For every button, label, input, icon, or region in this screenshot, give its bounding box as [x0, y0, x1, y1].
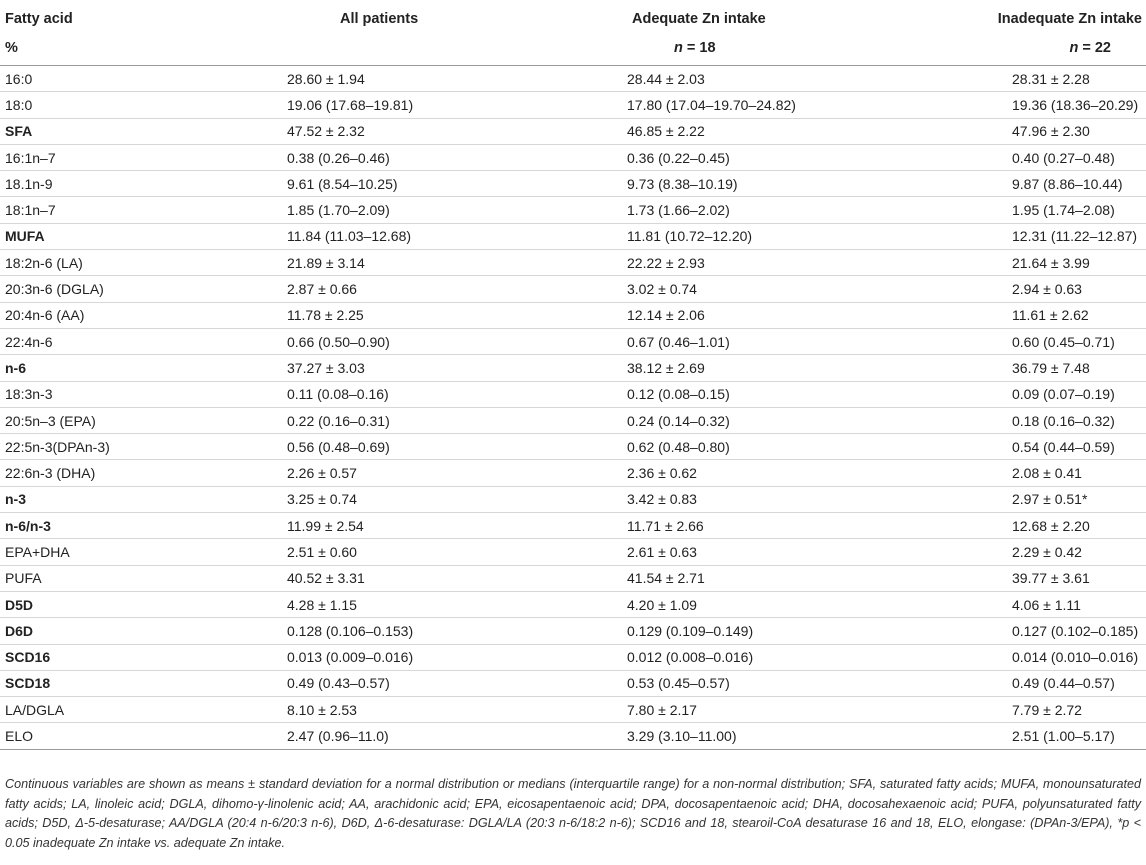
cell-inadequate-zn: 28.31 ± 2.28	[830, 66, 1146, 92]
cell-inadequate-zn: 12.31 (11.22–12.87)	[830, 223, 1146, 249]
row-label: 22:5n-3(DPAn-3)	[0, 434, 240, 460]
cell-adequate-zn: 0.24 (0.14–0.32)	[460, 407, 830, 433]
row-label: n-6	[0, 355, 240, 381]
cell-adequate-zn: 22.22 ± 2.93	[460, 250, 830, 276]
cell-all-patients: 3.25 ± 0.74	[240, 486, 460, 512]
cell-inadequate-zn: 12.68 ± 2.20	[830, 513, 1146, 539]
table-row	[0, 328, 1146, 354]
cell-inadequate-zn: 0.127 (0.102–0.185)	[830, 618, 1146, 644]
cell-all-patients: 21.89 ± 3.14	[240, 250, 460, 276]
table-footnote: Continuous variables are shown as means ± standard deviation for a normal distribution or medians (interquartile range) for a non-normal distribution; SFA, saturated fatty acids; MUFA, monounsaturated fatty acids; LA, linoleic acid; DGLA, dihomo-γ-linolenic acid; AA, arachidonic acid; EPA, eicosapentaenoic acid; DPA, docosapentaenoic acid; DHA, docosahexaenoic acid; PUFA, polyunsaturated fatty acids; D5D, Δ-5-desaturase; AA/DGLA (20:4 n-6/20:3 n-6), D6D, Δ-6-desaturase: DGLA/LA (20:3 n-6/18:2 n-6); SCD16 and 18, stearoil-CoA desaturase 16 and 18, ELO, elongase: (DPAn-3/EPA), *p < 0.05 inadequate Zn intake vs. adequate Zn intake.	[5, 777, 1141, 850]
table-row	[0, 407, 1146, 433]
cell-inadequate-zn: 7.79 ± 2.72	[830, 697, 1146, 723]
cell-all-patients: 0.38 (0.26–0.46)	[240, 144, 460, 170]
cell-all-patients: 8.10 ± 2.53	[240, 697, 460, 723]
cell-inadequate-zn: 47.96 ± 2.30	[830, 118, 1146, 144]
table-row	[0, 381, 1146, 407]
cell-inadequate-zn: 2.94 ± 0.63	[830, 276, 1146, 302]
cell-adequate-zn: 0.36 (0.22–0.45)	[460, 144, 830, 170]
header-fatty-acid: Fatty acid	[5, 10, 73, 27]
header-percent: %	[0, 33, 240, 66]
cell-adequate-zn: 9.73 (8.38–10.19)	[460, 171, 830, 197]
row-label: 20:4n-6 (AA)	[0, 302, 240, 328]
cell-adequate-zn: 0.12 (0.08–0.15)	[460, 381, 830, 407]
cell-inadequate-zn: 19.36 (18.36–20.29)	[830, 92, 1146, 118]
cell-all-patients: 37.27 ± 3.03	[240, 355, 460, 381]
table-row	[0, 118, 1146, 144]
table-row	[0, 513, 1146, 539]
row-label: SFA	[0, 118, 240, 144]
cell-inadequate-zn: 0.60 (0.45–0.71)	[830, 328, 1146, 354]
table-row	[0, 355, 1146, 381]
cell-all-patients: 0.11 (0.08–0.16)	[240, 381, 460, 407]
cell-inadequate-zn: 0.18 (0.16–0.32)	[830, 407, 1146, 433]
row-label: 18:1n–7	[0, 197, 240, 223]
cell-inadequate-zn: 0.40 (0.27–0.48)	[830, 144, 1146, 170]
table-row	[0, 697, 1146, 723]
cell-inadequate-zn: 39.77 ± 3.61	[830, 565, 1146, 591]
header-row-1	[0, 0, 1146, 33]
cell-adequate-zn: 46.85 ± 2.22	[460, 118, 830, 144]
cell-adequate-zn: 11.81 (10.72–12.20)	[460, 223, 830, 249]
table-row	[0, 670, 1146, 696]
cell-all-patients: 28.60 ± 1.94	[240, 66, 460, 92]
cell-inadequate-zn: 0.54 (0.44–0.59)	[830, 434, 1146, 460]
cell-adequate-zn: 38.12 ± 2.69	[460, 355, 830, 381]
cell-all-patients: 11.84 (11.03–12.68)	[240, 223, 460, 249]
table-row	[0, 486, 1146, 512]
cell-inadequate-zn: 0.49 (0.44–0.57)	[830, 670, 1146, 696]
cell-adequate-zn: 41.54 ± 2.71	[460, 565, 830, 591]
cell-all-patients: 0.22 (0.16–0.31)	[240, 407, 460, 433]
cell-inadequate-zn: 11.61 ± 2.62	[830, 302, 1146, 328]
cell-all-patients: 40.52 ± 3.31	[240, 565, 460, 591]
cell-adequate-zn: 2.61 ± 0.63	[460, 539, 830, 565]
cell-all-patients: 2.87 ± 0.66	[240, 276, 460, 302]
row-label: SCD16	[0, 644, 240, 670]
cell-inadequate-zn: 9.87 (8.86–10.44)	[830, 171, 1146, 197]
row-label: ELO	[0, 723, 240, 749]
cell-adequate-zn: 4.20 ± 1.09	[460, 591, 830, 617]
cell-all-patients: 47.52 ± 2.32	[240, 118, 460, 144]
table-body	[0, 66, 1146, 750]
cell-adequate-zn: 28.44 ± 2.03	[460, 66, 830, 92]
table-row	[0, 302, 1146, 328]
row-label: D5D	[0, 591, 240, 617]
row-label: PUFA	[0, 565, 240, 591]
row-label: EPA+DHA	[0, 539, 240, 565]
table-row	[0, 539, 1146, 565]
table-row	[0, 644, 1146, 670]
cell-adequate-zn: 12.14 ± 2.06	[460, 302, 830, 328]
cell-adequate-zn: 1.73 (1.66–2.02)	[460, 197, 830, 223]
row-label: 18:3n-3	[0, 381, 240, 407]
header-all-patients: All patients	[340, 10, 419, 27]
header-empty	[240, 33, 460, 66]
row-label: SCD18	[0, 670, 240, 696]
cell-inadequate-zn: 0.014 (0.010–0.016)	[830, 644, 1146, 670]
row-label: 22:6n-3 (DHA)	[0, 460, 240, 486]
cell-all-patients: 4.28 ± 1.15	[240, 591, 460, 617]
cell-inadequate-zn: 21.64 ± 3.99	[830, 250, 1146, 276]
table-row	[0, 618, 1146, 644]
row-label: MUFA	[0, 223, 240, 249]
cell-all-patients: 0.128 (0.106–0.153)	[240, 618, 460, 644]
cell-adequate-zn: 3.29 (3.10–11.00)	[460, 723, 830, 749]
cell-adequate-zn: 7.80 ± 2.17	[460, 697, 830, 723]
row-label: 18:0	[0, 92, 240, 118]
row-label: 16:1n–7	[0, 144, 240, 170]
cell-adequate-zn: 11.71 ± 2.66	[460, 513, 830, 539]
cell-inadequate-zn: 2.08 ± 0.41	[830, 460, 1146, 486]
row-label: D6D	[0, 618, 240, 644]
cell-adequate-zn: 0.012 (0.008–0.016)	[460, 644, 830, 670]
table-header	[0, 0, 1146, 66]
table-row	[0, 197, 1146, 223]
cell-all-patients: 0.49 (0.43–0.57)	[240, 670, 460, 696]
row-label: 18:2n-6 (LA)	[0, 250, 240, 276]
row-label: 18.1n-9	[0, 171, 240, 197]
row-label: 22:4n-6	[0, 328, 240, 354]
cell-inadequate-zn: 4.06 ± 1.11	[830, 591, 1146, 617]
table-row	[0, 460, 1146, 486]
n-value: = 22	[1078, 39, 1111, 56]
cell-adequate-zn: 0.67 (0.46–1.01)	[460, 328, 830, 354]
cell-adequate-zn: 17.80 (17.04–19.70–24.82)	[460, 92, 830, 118]
row-label: 16:0	[0, 66, 240, 92]
table-row	[0, 171, 1146, 197]
header-adequate-zn: Adequate Zn intake	[632, 10, 766, 27]
cell-all-patients: 9.61 (8.54–10.25)	[240, 171, 460, 197]
row-label: 20:3n-6 (DGLA)	[0, 276, 240, 302]
table-row	[0, 66, 1146, 92]
row-label: LA/DGLA	[0, 697, 240, 723]
table-row	[0, 250, 1146, 276]
table-row	[0, 723, 1146, 749]
cell-all-patients: 0.013 (0.009–0.016)	[240, 644, 460, 670]
row-label: n-3	[0, 486, 240, 512]
row-label: 20:5n–3 (EPA)	[0, 407, 240, 433]
cell-all-patients: 2.51 ± 0.60	[240, 539, 460, 565]
cell-inadequate-zn: 0.09 (0.07–0.19)	[830, 381, 1146, 407]
header-inadequate-n	[830, 33, 1146, 66]
cell-inadequate-zn: 2.51 (1.00–5.17)	[830, 723, 1146, 749]
cell-all-patients: 1.85 (1.70–2.09)	[240, 197, 460, 223]
cell-adequate-zn: 2.36 ± 0.62	[460, 460, 830, 486]
cell-all-patients: 11.99 ± 2.54	[240, 513, 460, 539]
cell-all-patients: 19.06 (17.68–19.81)	[240, 92, 460, 118]
header-row-2	[0, 33, 1146, 66]
cell-inadequate-zn: 2.29 ± 0.42	[830, 539, 1146, 565]
cell-all-patients: 2.47 (0.96–11.0)	[240, 723, 460, 749]
table-row	[0, 565, 1146, 591]
header-adequate-n	[460, 33, 830, 66]
cell-all-patients: 0.56 (0.48–0.69)	[240, 434, 460, 460]
cell-adequate-zn: 0.129 (0.109–0.149)	[460, 618, 830, 644]
cell-inadequate-zn: 2.97 ± 0.51*	[830, 486, 1146, 512]
cell-all-patients: 11.78 ± 2.25	[240, 302, 460, 328]
table-row	[0, 144, 1146, 170]
table-row	[0, 92, 1146, 118]
cell-adequate-zn: 0.62 (0.48–0.80)	[460, 434, 830, 460]
cell-adequate-zn: 0.53 (0.45–0.57)	[460, 670, 830, 696]
n-value: = 18	[682, 39, 716, 56]
cell-inadequate-zn: 36.79 ± 7.48	[830, 355, 1146, 381]
cell-adequate-zn: 3.42 ± 0.83	[460, 486, 830, 512]
row-label: n-6/n-3	[0, 513, 240, 539]
table-row	[0, 591, 1146, 617]
n-symbol: n	[674, 39, 683, 56]
header-inadequate-zn: Inadequate Zn intake	[997, 10, 1142, 27]
cell-all-patients: 0.66 (0.50–0.90)	[240, 328, 460, 354]
table-row	[0, 276, 1146, 302]
cell-adequate-zn: 3.02 ± 0.74	[460, 276, 830, 302]
cell-inadequate-zn: 1.95 (1.74–2.08)	[830, 197, 1146, 223]
cell-all-patients: 2.26 ± 0.57	[240, 460, 460, 486]
n-symbol: n	[1069, 39, 1079, 56]
table-row	[0, 223, 1146, 249]
table-row	[0, 434, 1146, 460]
